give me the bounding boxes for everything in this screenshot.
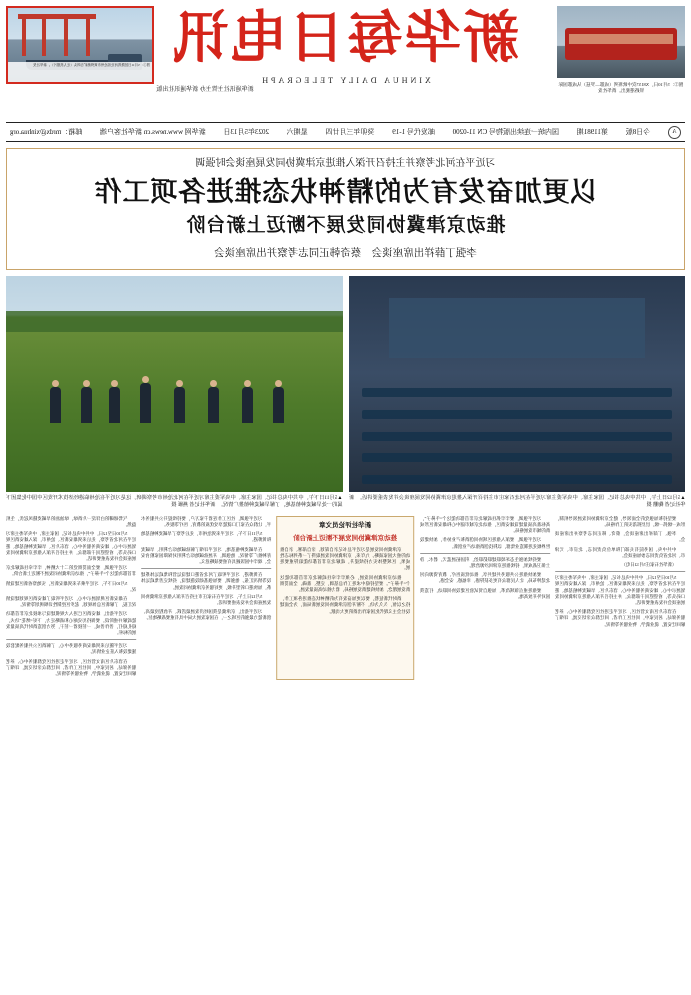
weekday: 星期六 xyxy=(286,128,308,136)
editorial-title: 推动京津冀协同发展不断迈上新台阶 xyxy=(293,534,398,542)
paragraph: 中共中央、国务院有关部门和单位负责同志，北京市、天津市、河北省负责同志参加座谈会。 xyxy=(554,546,686,558)
photo-captions xyxy=(6,495,685,510)
body-column-3 xyxy=(420,516,550,680)
email[interactable]: 邮箱：mrdx@xinhua.org xyxy=(10,128,83,136)
issue-info-bar xyxy=(6,122,685,142)
paragraph: 习近平强调，要全面贯彻党的二十大精神，牢牢牵住疏解北京非首都功能这个“牛鼻子”，推动京津冀协同发展不断迈上新台阶。 xyxy=(6,565,137,577)
total-pages: 今日8版 xyxy=(625,128,651,136)
paragraph: 要加快推进公共服务共建共享，推动优质医疗、教育资源向河北延伸布局，让人民群众有更多获得感、幸福感、安全感。 xyxy=(419,572,550,584)
lead-headline xyxy=(6,148,685,270)
paragraph: 京津冀协同发展是习近平总书记亲自谋划、亲自部署、亲自推动的重大国家战略。九年来，京津冀协同发展取得了一系列标志性成果，区域整体实力持续提升，疏解北京非首都功能取得重要进展。 xyxy=(280,546,411,571)
paragraph: 李强、丁薛祥出席座谈会，蔡奇、韩正同志考察并出席座谈会。 xyxy=(554,531,686,543)
headline-main-line2: 推动京津冀协同发展不断迈上新台阶 xyxy=(185,215,506,236)
paragraph: 新时代新征程，要以更加奋发有为的精神状态推进各项工作，持之以恒，久久为功，不断开创京津冀协同发展新局面，为全面建设社会主义现代化国家作出新的更大贡献。 xyxy=(280,596,411,614)
masthead xyxy=(0,0,691,120)
train-illustration xyxy=(557,6,685,78)
publish-date: 2023年5月13日 xyxy=(223,128,269,136)
paragraph: 习近平强调，要深入推进区域协同创新和产业协作，加快建设世界级先进制造业集群，以科技创新推动产业创新。 xyxy=(419,537,550,549)
field-photo-caption: ▲5月11日下午，中共中央总书记、国家主席、中央军委主席习近平在河北沧州市考察调研。这是习近平在沧州临港经济技术开发区中国中化集团下属的一处旱碱麦种植基地，了解旱碱麦种植推广情况。 新华社记者 燕雁 摄 xyxy=(6,495,343,509)
paragraph: 在容东片区南文营社区，习近平走进社区党群服务中心、养老服务驿站、居民家中，同社区工作者、回迁群众亲切交流，详细了解回迁安置、就业就学、物业服务等情况。 xyxy=(554,609,686,627)
paragraph: 要推进重点领域改革，加强自贸试验区建设协同联动，打造我国对外开放高地。 xyxy=(419,587,550,599)
newspaper-title-block xyxy=(150,4,540,85)
paragraph: 在雄安新区规划展示中心，习近平听取了雄安新区规划建设情况汇报，了解新区总体规划、起步区控制性详细规划等情况。 xyxy=(6,596,137,608)
publisher-info: 新华通讯社主管主办 新华通讯社出版 xyxy=(156,87,254,93)
photo-row xyxy=(6,276,685,492)
paragraph: 5月10日至12日，中共中央总书记、国家主席、中央军委主席习近平在河北省考察，先后来到雄安新区、沧州市，深入雄安新区规划展示中心、雄安商务服务中心、容东片区、旱碱麦种植基地、港口码头等，看望慰问干部群众，并主持召开深入推进京津冀协同发展座谈会并发表重要讲话。 xyxy=(554,575,686,606)
paragraph: 5月11日下午，习近平来到沧州市，先后考察了旱碱麦种植基地和黄骅港。 xyxy=(141,531,272,543)
meeting-photo xyxy=(349,276,686,492)
paragraph: 要持续加强生态环境联建联防联治，巩固拓展蓝天、碧水、净土保卫战成果，持续推进京津风沙源治理。 xyxy=(419,556,550,569)
paragraph: 5月10日下午，习近平乘车来到雄安新区，实地察看新区建设情况。 xyxy=(6,580,137,592)
lunar-date: 癸卯年三月廿四 xyxy=(325,128,375,136)
port-photo xyxy=(6,6,154,84)
meeting-photo-caption: ▲5月12日上午，中共中央总书记、国家主席、中央军委主席习近平在河北石家庄市主持召开深入推进京津冀协同发展座谈会并发表重要讲话。 新华社记者 鞠鹏 摄 xyxy=(348,495,685,509)
paragraph: 5月12日上午，习近平在石家庄市主持召开深入推进京津冀协同发展座谈会并发表重要讲话。 xyxy=(141,593,272,606)
paragraph: 在旱碱麦种植基地，习近平详细了解盐碱地综合利用、旱碱麦育种推广等情况。他强调，开展盐碱地综合利用对保障国家粮食安全、端牢中国饭碗具有重要战略意义。 xyxy=(141,546,272,565)
paragraph: 习近平强调，要牢牢抓住疏解北京非首都功能这个“牛鼻子”，高标准高质量建设雄安新区，推动北京城市副中心和雄安新区形成新的城市发展格局。 xyxy=(419,515,550,534)
website[interactable]: 新华网 www.news.cn 新华社客户端 xyxy=(100,128,206,136)
field-photo xyxy=(6,276,343,492)
body-column-1 xyxy=(6,516,136,680)
newspaper-title: 新华每日电讯 xyxy=(171,8,519,70)
publication-code: 国内统一连续出版物号 CN 11-0200 xyxy=(452,128,559,136)
paragraph: 气势磅礴的白洋淀一片新绿，绿油油的旱碱麦随风起伏，生机盎然。 xyxy=(6,515,137,528)
paragraph: 5月10日至12日，中共中央总书记、国家主席、中央军委主席习近平在河北省考察，先后来到雄安新区、沧州市，深入雄安新区规划展示中心、雄安商务服务中心、容东片区、旱碱麦种植基地、港口码头等，看望慰问干部群众，并主持召开深入推进京津冀协同发展座谈会并发表重要讲话。 xyxy=(6,531,137,562)
section-badge: A xyxy=(668,126,681,139)
body-column-4 xyxy=(555,516,685,680)
paragraph: 习近平随后来到雄安商务服务中心，了解新区公共服务配套设施建设和入驻企业情况。 xyxy=(6,643,137,655)
headline-main-line1: 以更加奋发有为的精神状态推进各项工作 xyxy=(93,177,598,207)
paragraph: 在黄骅港，习近平听取了河北省港口建设运营和集疏运体系建设等情况汇报。他强调，要加强基础设施建设，持续完善集疏运体系，加快港口转型升级，更好服务京津冀协同发展。 xyxy=(141,572,272,590)
editorial-box xyxy=(276,516,414,680)
headline-kicker: 习近平在河北考察并主持召开深入推进京津冀协同发展座谈会时强调 xyxy=(195,158,496,169)
postal-code: 邮发代号 1-19 xyxy=(392,128,435,136)
port-photo-caption: 图①：5月11日拍摄的河北省沧州市黄骅港矿石码头（无人机照片）。新华社发 xyxy=(8,62,152,82)
train-photo xyxy=(557,6,685,78)
article-body xyxy=(6,516,685,680)
issue-number: 第11981期 xyxy=(576,128,608,136)
dateline: （新华社石家庄5月12日电） xyxy=(621,562,677,568)
paragraph: 要坚持和加强党的全面领导，健全京津冀协同发展领导机制，形成一级抓一级、层层抓落实的工作格局。 xyxy=(554,515,686,528)
paragraph: 习近平指出，京津冀是我国经济发展最活跃、开放程度最高、创新能力最强的区域之一，在国家发展大局中具有重要战略地位。 xyxy=(141,609,272,621)
train-photo-caption: 图②：5月10日，X8157次中欧班列（成都—罗兹）从成都国际铁路港驶出。新华社发 xyxy=(558,82,684,94)
paragraph: 习近平强调，社区工作连着千家万户，要持续提升公共服务水平，让群众在家门口就能享受优质的教育、医疗等服务。 xyxy=(141,515,272,528)
editorial-kicker: 新华社评论员文章 xyxy=(319,521,372,529)
headline-subline: 李强丁薛祥出席座谈会 蔡奇韩正同志考察并出席座谈会 xyxy=(214,248,477,259)
paragraph: 推动京津冀协同发展，必须牢牢牵住疏解北京非首都功能这个“牛鼻子”。要坚持稳中求进工作总基调，完整、准确、全面贯彻新发展理念，加快构建新发展格局，着力推动高质量发展。 xyxy=(280,574,411,593)
paragraph: 习近平指出，雄安新区已进入大规模建设与承接北京非首都功能疏解并重阶段。要保持历史耐心和战略定力，下好“绣花”功夫，稳扎稳打，善作善成，一茬接着一茬干，努力创造新时代高质量发展的标杆。 xyxy=(6,611,137,636)
paragraph: 在容东片区南文营社区，习近平走进社区党群服务中心、养老服务驿站、居民家中，同社区工作者、回迁群众亲切交流，详细了解回迁安置、就业就学、物业服务等情况。 xyxy=(6,658,137,677)
newspaper-title-english: XINHUA DAILY TELEGRAPH xyxy=(259,76,431,85)
body-column-2 xyxy=(141,516,271,680)
